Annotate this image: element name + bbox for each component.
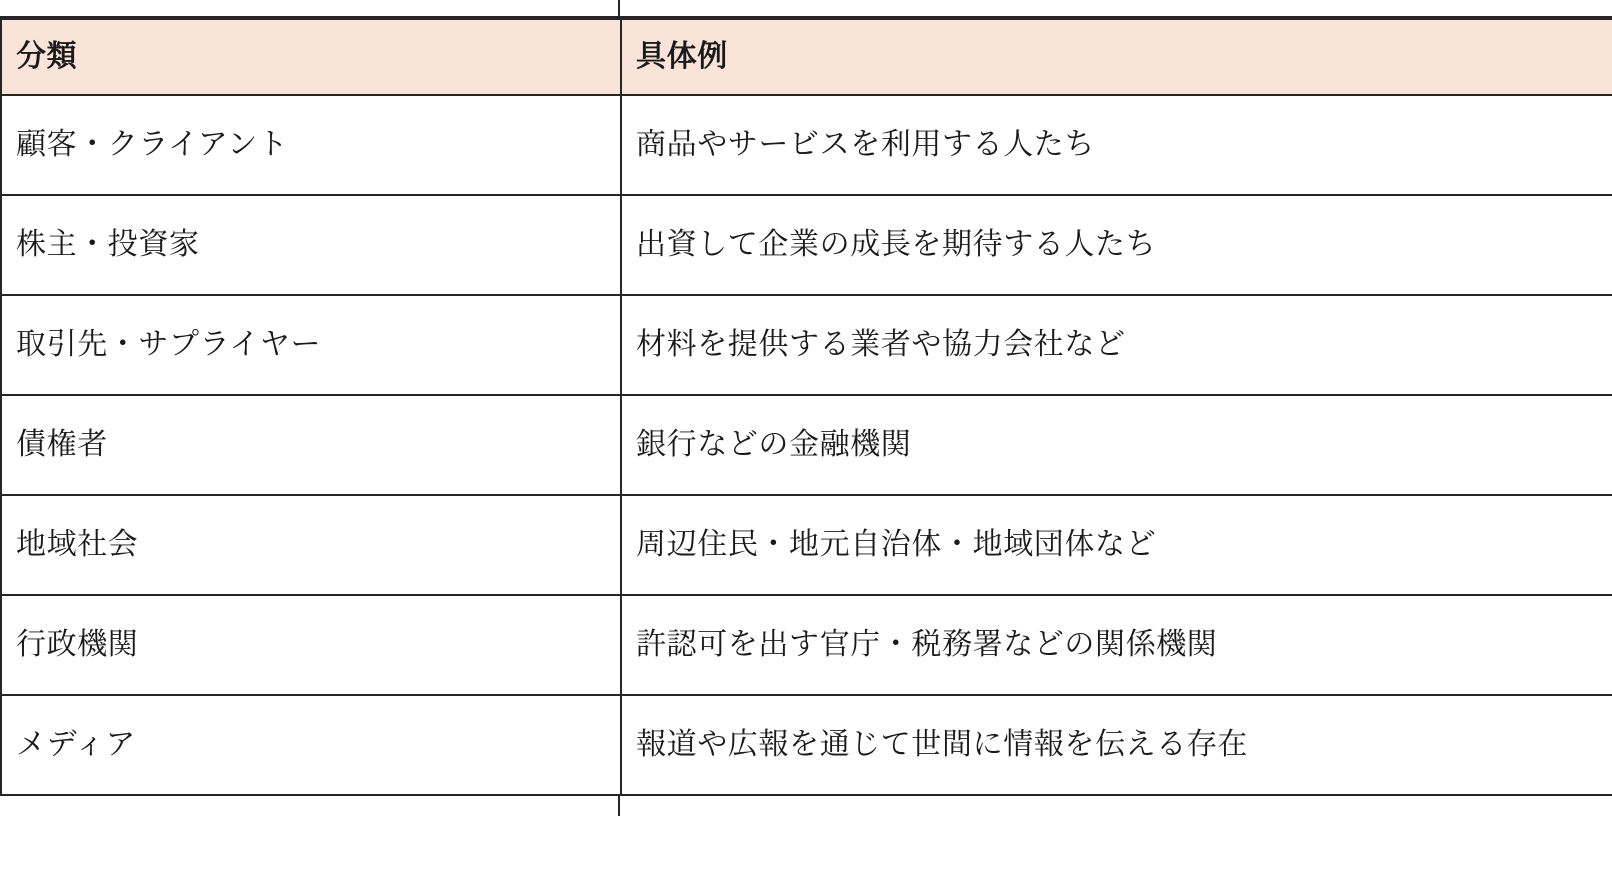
table-row <box>1 395 1612 495</box>
table-bottom-cropped-row <box>0 796 1612 816</box>
cell-category: 行政機関 <box>1 595 621 695</box>
table-top-cropped-cell-right <box>620 0 1612 16</box>
table-row <box>1 595 1612 695</box>
cell-category: メディア <box>1 695 621 795</box>
table-row <box>1 295 1612 395</box>
cell-category: 地域社会 <box>1 495 621 595</box>
column-header-example: 具体例 <box>621 19 1612 95</box>
cell-example: 材料を提供する業者や協力会社など <box>621 295 1612 395</box>
cell-category: 取引先・サプライヤー <box>1 295 621 395</box>
cell-category: 顧客・クライアント <box>1 95 621 195</box>
table-row <box>1 195 1612 295</box>
table-top-cropped-cell-left <box>0 0 620 16</box>
table-row <box>1 95 1612 195</box>
cell-example: 出資して企業の成長を期待する人たち <box>621 195 1612 295</box>
table-top-cropped-row <box>0 0 1612 18</box>
cell-example: 許認可を出す官庁・税務署などの関係機関 <box>621 595 1612 695</box>
cell-category: 株主・投資家 <box>1 195 621 295</box>
table-row <box>1 695 1612 795</box>
cell-example: 商品やサービスを利用する人たち <box>621 95 1612 195</box>
cell-example: 報道や広報を通じて世間に情報を伝える存在 <box>621 695 1612 795</box>
cell-example: 周辺住民・地元自治体・地域団体など <box>621 495 1612 595</box>
stakeholder-table <box>0 18 1612 796</box>
cell-category: 債権者 <box>1 395 621 495</box>
table-body <box>1 95 1612 795</box>
column-header-category: 分類 <box>1 19 621 95</box>
table-header-row <box>1 19 1612 95</box>
table-row <box>1 495 1612 595</box>
table-header <box>1 19 1612 95</box>
table-bottom-cropped-cell-right <box>620 796 1612 816</box>
table-bottom-cropped-cell-left <box>0 796 620 816</box>
cell-example: 銀行などの金融機関 <box>621 395 1612 495</box>
